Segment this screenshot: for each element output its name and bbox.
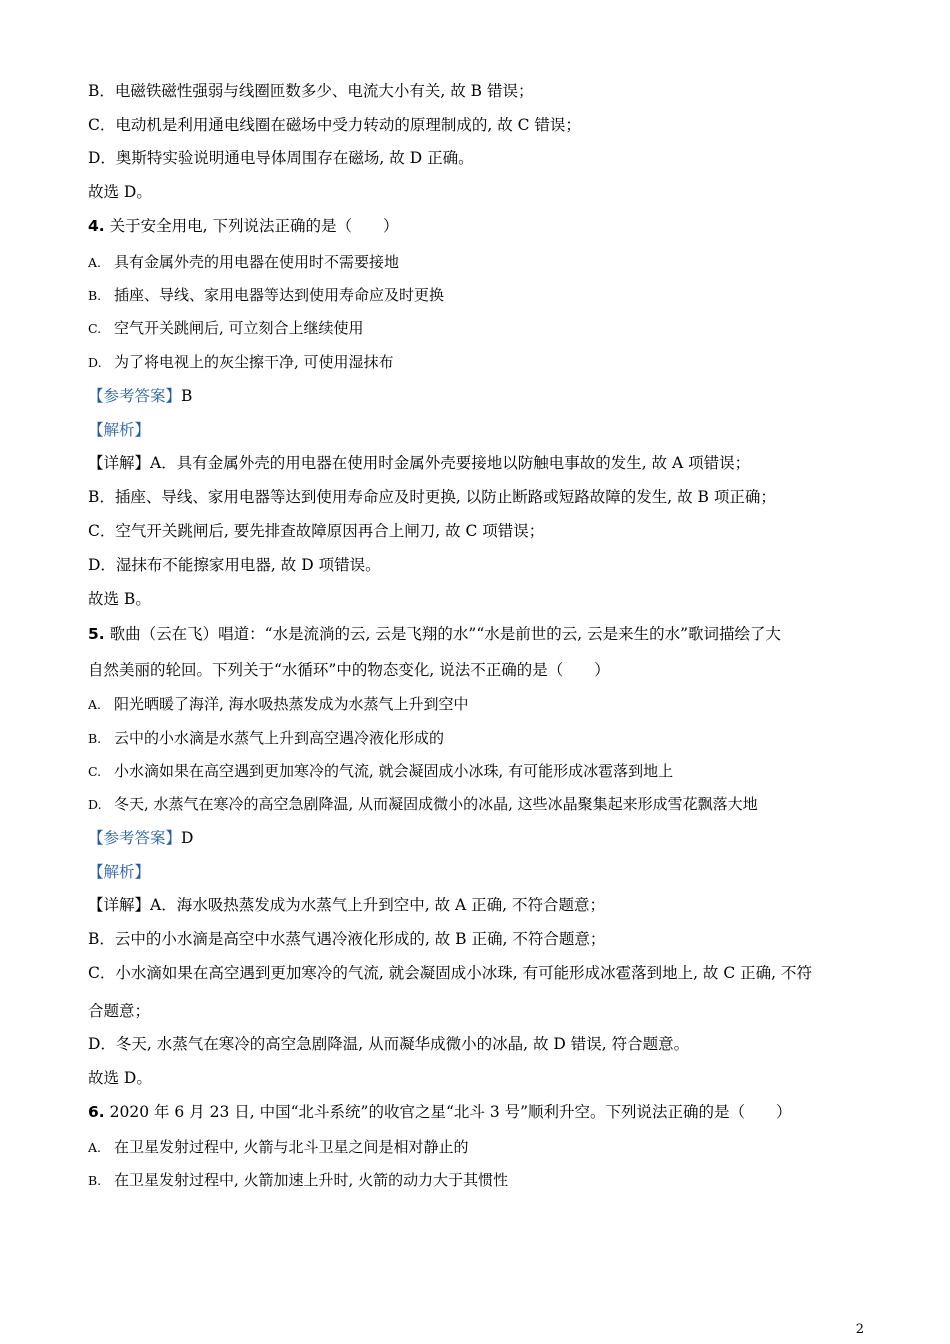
q4-answer — [88, 384, 880, 408]
q6-option-b-letter: B. — [88, 1173, 102, 1188]
q5-detail-c-line1: C．小水滴如果在高空遇到更加寒冷的气流, 就会凝固成小冰珠, 有可能形成冰雹落到地上, 故 C 正确, 不符 — [88, 964, 812, 982]
q4-detail-a: 【详解】A．具有金属外壳的用电器在使用时金属外壳要接地以防触电事故的发生, 故 A 项错误； — [88, 454, 751, 472]
q5-stem-line2: 自然美丽的轮回。下列关于“水循环”中的物态变化, 说法不正确的是（ ） — [88, 661, 610, 679]
q4-option-c-letter: C. — [88, 321, 102, 336]
q5-detail-c-line2: 合题意； — [88, 1002, 151, 1020]
q5-detail-b: B．云中的小水滴是高空中水蒸气遇冷液化形成的, 故 B 正确, 不符合题意； — [88, 930, 606, 948]
q4-option-b-letter: B. — [88, 288, 102, 303]
q5-detail-label: 【详解】 — [88, 896, 151, 914]
q4-option-c — [88, 316, 880, 341]
q4-option-a-text: 具有金属外壳的用电器在使用时不需要接地 — [114, 253, 400, 271]
q4-detail-b: B．插座、导线、家用电器等达到使用寿命应及时更换, 以防止断路或短路故障的发生, 故 B 项正确； — [88, 488, 776, 506]
q5-option-b-letter: B. — [88, 731, 102, 746]
q6-number: 6. — [88, 1103, 105, 1121]
q5-conclusion: 故选 D。 — [88, 1069, 152, 1087]
q5-option-c — [88, 759, 880, 784]
q6-stem: 6. 2020 年 6 月 23 日, 中国“北斗系统”的收官之星“北斗 3 号”顺利升空。下列说法正确的是（ ） — [88, 1103, 792, 1121]
q4-stem-text: 关于安全用电, 下列说法正确的是（ ） — [104, 217, 399, 235]
q5-detail-d: D．冬天, 水蒸气在寒冷的高空急剧降温, 从而凝华成微小的冰晶, 故 D 错误, 符合题意。 — [88, 1035, 690, 1053]
q5-detail-a: 【详解】A．海水吸热蒸发成为水蒸气上升到空中, 故 A 正确, 不符合题意； — [88, 896, 605, 914]
page-number: 2 — [855, 1322, 864, 1337]
q5-option-c-letter: C. — [88, 764, 102, 779]
q6-option-b — [88, 1168, 880, 1193]
q3-detail-b: B．电磁铁磁性强弱与线圈匝数多少、电流大小有关, 故 B 错误； — [88, 82, 534, 100]
q3-detail-d: D．奥斯特实验说明通电导体周围存在磁场, 故 D 正确。 — [88, 149, 474, 167]
q4-option-a-letter: A. — [88, 255, 102, 270]
q5-answer-value: D — [181, 829, 194, 847]
q4-conclusion: 故选 B。 — [88, 590, 151, 608]
q4-option-c-text: 空气开关跳闸后, 可立刻合上继续使用 — [114, 319, 364, 337]
q4-analysis-label: 【解析】 — [88, 421, 151, 439]
q5-option-b — [88, 726, 880, 751]
q3-conclusion: 故选 D。 — [88, 183, 152, 201]
q4-detail-d: D．湿抹布不能擦家用电器, 故 D 项错误。 — [88, 556, 381, 574]
q5-option-a-letter: A. — [88, 697, 102, 712]
q4-option-d-text: 为了将电视上的灰尘擦干净, 可使用湿抹布 — [114, 353, 394, 371]
q4-answer-value: B — [181, 387, 193, 405]
q4-option-a — [88, 250, 880, 275]
q5-answer — [88, 826, 880, 850]
q4-answer-label: 【参考答案】 — [88, 387, 182, 405]
q4-number: 4. — [88, 217, 105, 235]
q5-option-d-letter: D. — [88, 797, 102, 812]
q5-answer-label: 【参考答案】 — [88, 829, 182, 847]
q4-detail-label: 【详解】 — [88, 454, 151, 472]
q4-option-d — [88, 350, 880, 375]
q6-option-a — [88, 1135, 880, 1160]
q5-option-d-text: 冬天, 水蒸气在寒冷的高空急剧降温, 从而凝固成微小的冰晶, 这些冰晶聚集起来形成雪花飘落大地 — [114, 795, 758, 813]
q5-option-c-text: 小水滴如果在高空遇到更加寒冷的气流, 就会凝固成小冰珠, 有可能形成冰雹落到地上 — [114, 762, 674, 780]
q4-option-b — [88, 283, 880, 308]
q6-option-a-letter: A. — [88, 1140, 102, 1155]
q5-option-a-text: 阳光晒暖了海洋, 海水吸热蒸发成为水蒸气上升到空中 — [114, 695, 469, 713]
q4-stem — [88, 214, 880, 238]
q5-option-b-text: 云中的小水滴是水蒸气上升到高空遇冷液化形成的 — [114, 729, 445, 747]
q6-option-a-text: 在卫星发射过程中, 火箭与北斗卫星之间是相对静止的 — [114, 1138, 469, 1156]
q4-detail-c: C．空气开关跳闸后, 要先排查故障原因再合上闸刀, 故 C 项错误； — [88, 522, 545, 540]
q5-number: 5. — [88, 625, 105, 643]
q5-option-a — [88, 692, 880, 717]
q4-option-b-text: 插座、导线、家用电器等达到使用寿命应及时更换 — [114, 286, 445, 304]
q5-stem-line1: 5. 歌曲（云在飞）唱道：“水是流淌的云, 云是飞翔的水”“水是前世的云, 云是来生的水”歌词描绘了大 — [88, 625, 782, 643]
q5-option-d — [88, 792, 880, 817]
q3-detail-c: C．电动机是利用通电线圈在磁场中受力转动的原理制成的, 故 C 错误； — [88, 116, 581, 134]
q6-option-b-text: 在卫星发射过程中, 火箭加速上升时, 火箭的动力大于其惯性 — [114, 1171, 509, 1189]
q5-analysis-label: 【解析】 — [88, 863, 151, 881]
q4-option-d-letter: D. — [88, 355, 102, 370]
